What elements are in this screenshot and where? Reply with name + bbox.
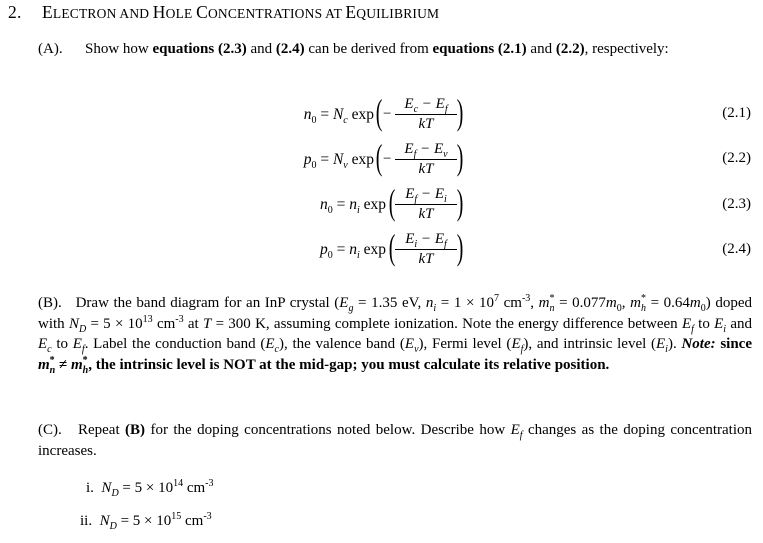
part-a-prompt: (A). Show how equations (2.3) and (2.4) can be derived from equations (2.1) and (2.2), respectively: — [38, 41, 669, 57]
part-a-label: (A). — [38, 41, 63, 57]
list-item: ii. $N_D = 5 \times 10^{15}$ $cm^{-3}$ — [80, 511, 212, 532]
problem-page: 2. ELECTRON AND HOLE CONCENTRATIONS AT EQUILIBRIUM (A). Show how equations (2.3) and (2.4) can be derived from equations (2.1) and (2.2), respectively: $n_0 = N_c$ exp ( − $\frac{E_c - E_f}{kT}$ ) (2.1) $p_0 = N_v$ exp ( − $\frac{E_f - E_v}{kT}$ ) (2.2) $n_0 = n_i$ exp ( $\frac{E_f - E_i}{kT}$ ) (2.3) $p_0 = n_i$ exp ( $\frac{E_i - E_f}{kT}$ ) (2.4) (B). Draw the band diagram for an InP crystal ($E_g = 1.35$ eV, $n_i = 1 \times 10^7$ $cm^{-3}$, $m^*_n = 0.077m_0$, $m^*_h = 0.64m_0$) doped with $N_D = 5 \times 10^{13}$ $cm^{-3}$ at T = 300 K, assuming complete ionization. Note the energy difference between $E_f$ to $E_i$ and $E_c$ to $E_f$. Label the conduction band $(E_c)$, the valence band $(E_v)$, Fermi level $(E_f)$, and intrinsic level $(E_i)$. Note: since $m^*_n \ne m^*_h$, the intrinsic level is NOT at the mid-gap; you must calculate its relative position. (C). Repeat (B) for the doping concentrations noted below. Describe how $E_f$ changes as the doping concentration increases. i. $N_D = 5 \times 10^{14}$ $cm^{-3}$ ii. $N_D = 5 \times 10^{15}$ $cm^{-3}$ — [8, 2, 752, 532]
note-text: Note: since $m^*_n \ne m^*_h$, the intrinsic level is NOT at the mid-gap; you must calculate its relative position. — [38, 336, 752, 376]
equation-number: (2.1) — [722, 105, 751, 121]
part-b-prompt: (B). Draw the band diagram for an InP crystal ($E_g = 1.35$ eV, $n_i = 1 \times 10^7$ $cm^{-3}$, $m^*_n = 0.077m_0$, $m^*_h = 0.64m_0$) doped with $N_D = 5 \times 10^{13}$ $cm^{-3}$ at T = 300 K, assuming complete ionization. Note the energy difference between $E_f$ to $E_i$ and $E_c$ to $E_f$. Label the conduction band $(E_c)$, the valence band $(E_v)$, Fermi level $(E_f)$, and intrinsic level $(E_i)$. Note: since $m^*_n \ne m^*_h$, the intrinsic level is NOT at the mid-gap; you must calculate its relative position. — [38, 293, 752, 376]
problem-title: 2. ELECTRON AND HOLE CONCENTRATIONS AT EQUILIBRIUM — [8, 2, 440, 22]
equation-number: (2.4) — [722, 241, 751, 257]
equation-number: (2.2) — [722, 150, 751, 166]
part-b-label: (B). — [38, 295, 62, 311]
problem-number: 2. — [8, 2, 22, 22]
part-c-prompt: (C). Repeat (B) for the doping concentrations noted below. Describe how $E_f$ changes as the doping concentration increases. — [38, 422, 752, 459]
list-item: i. $N_D = 5 \times 10^{14}$ $cm^{-3}$ — [86, 478, 214, 499]
part-c-label: (C). — [38, 422, 62, 438]
equation-number: (2.3) — [722, 196, 751, 212]
